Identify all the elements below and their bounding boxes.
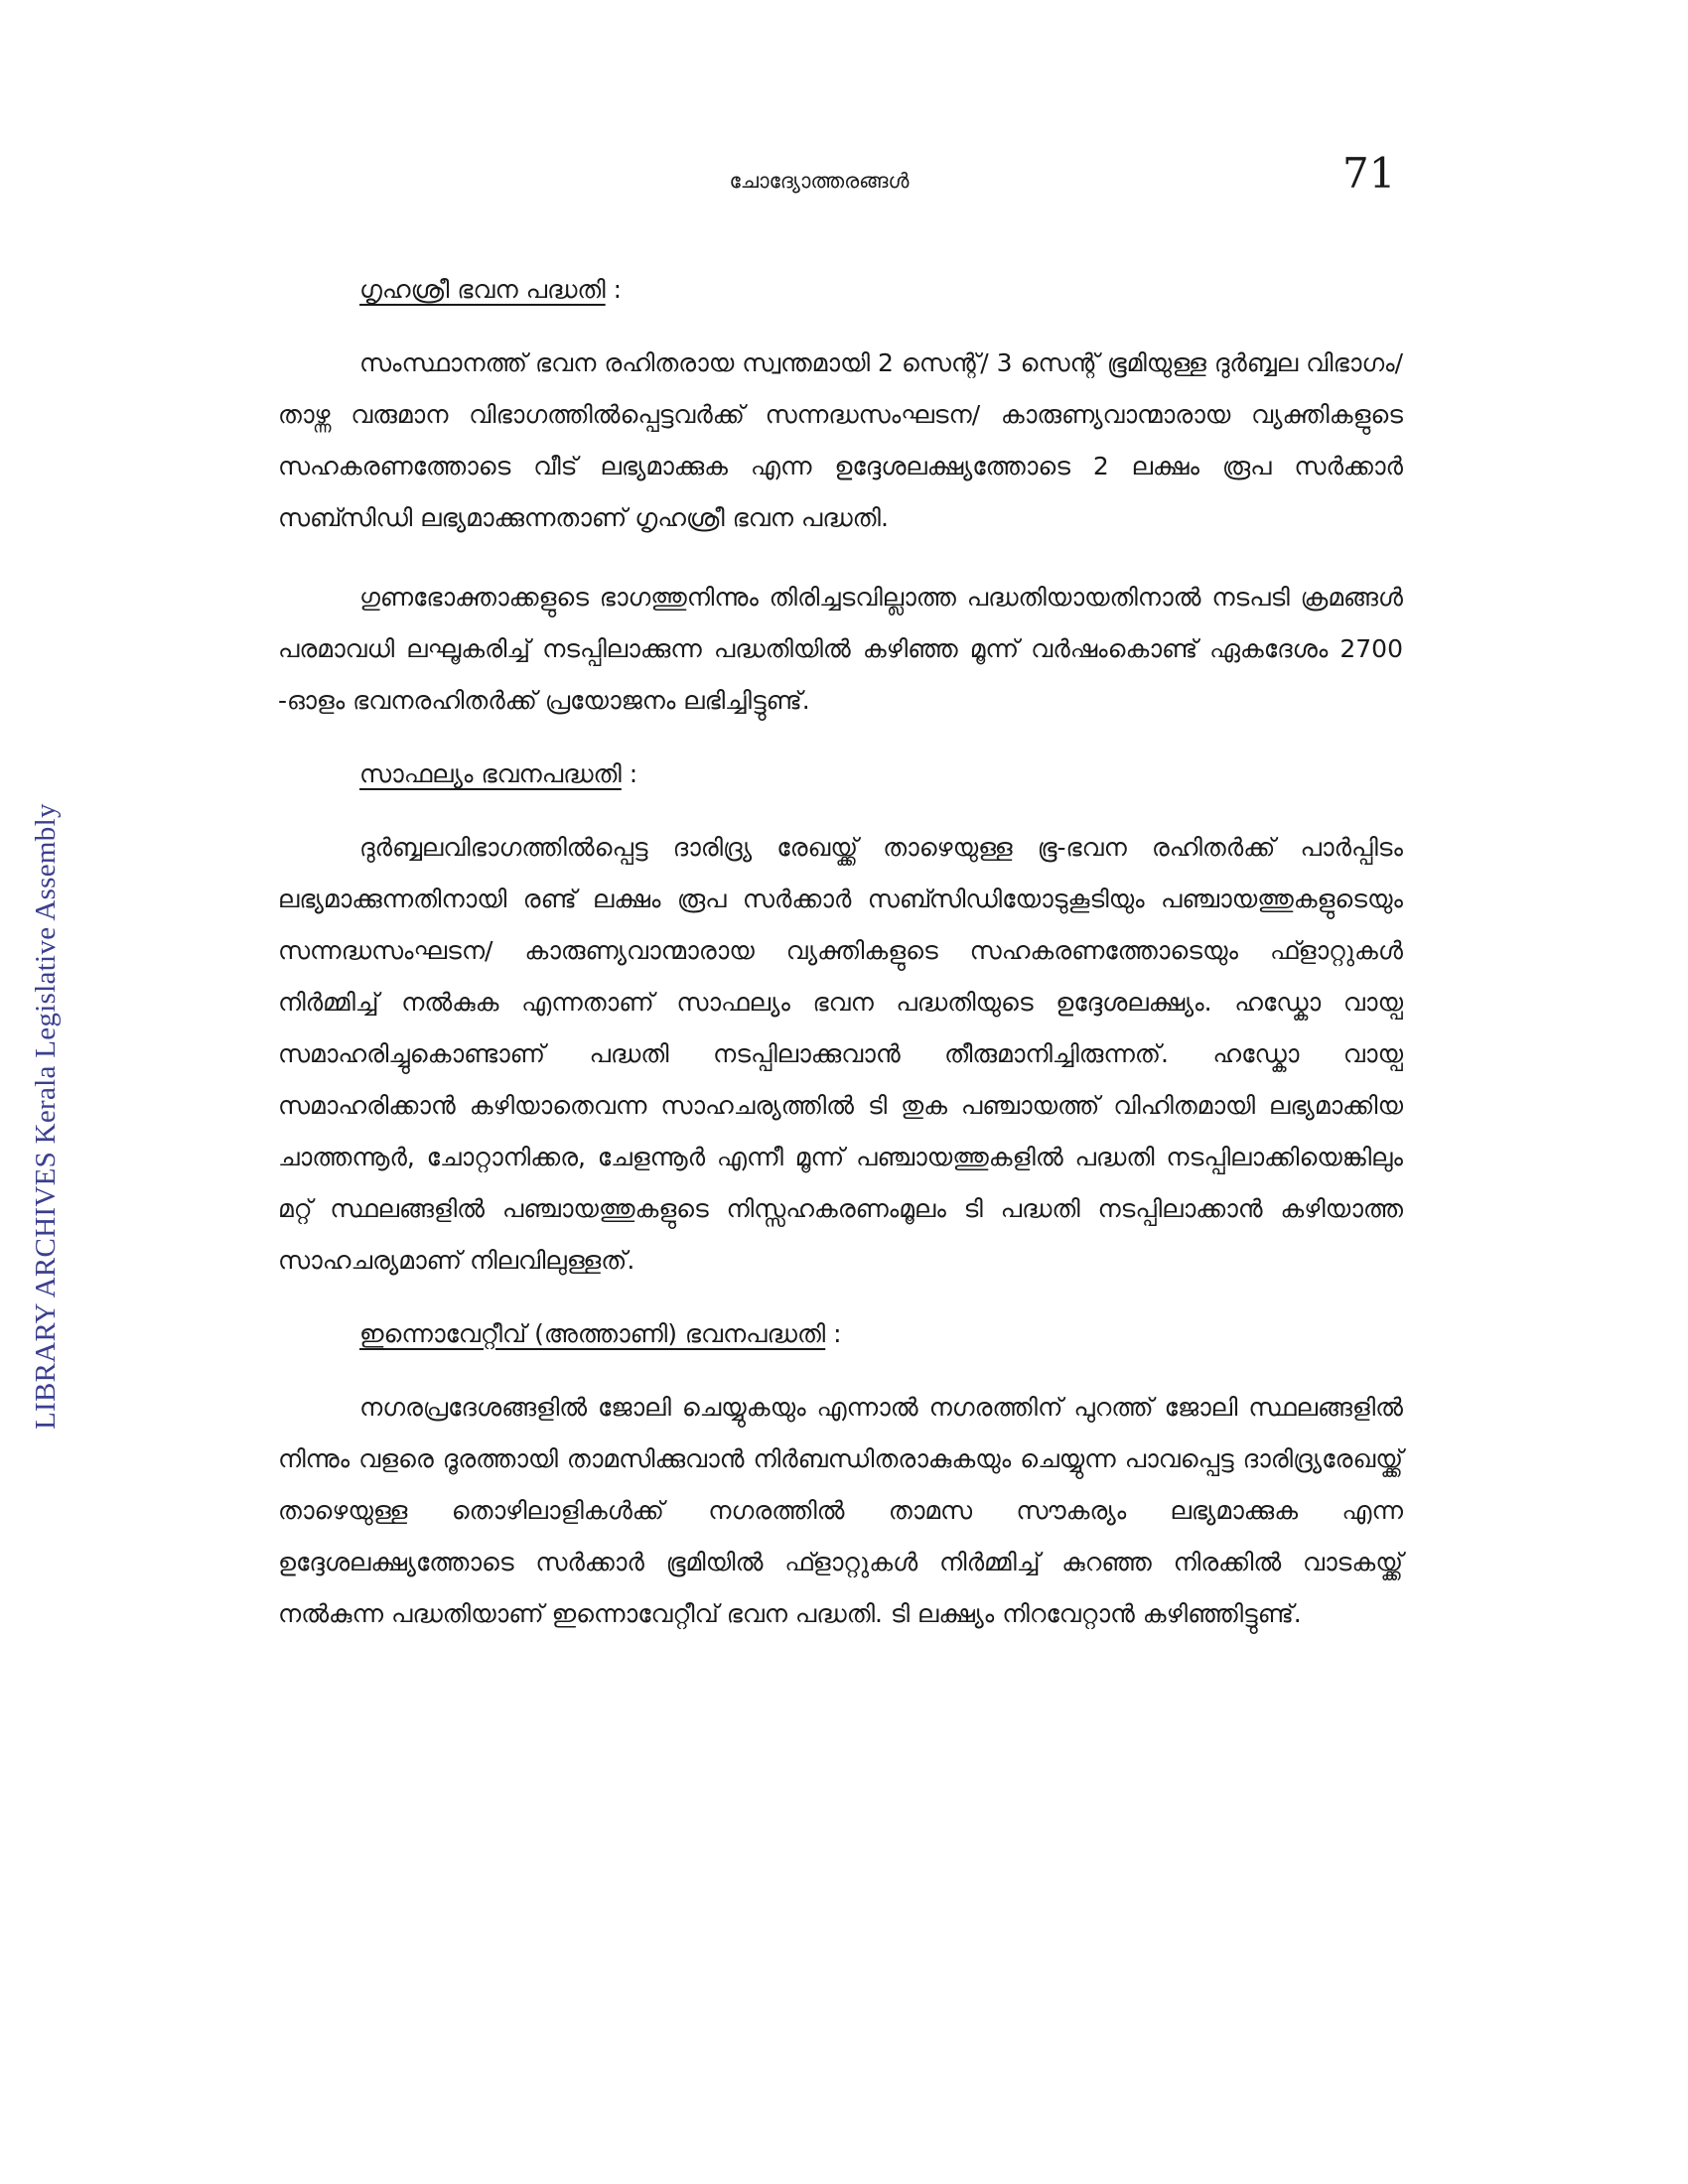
section-heading-innovative: [359, 1314, 1403, 1354]
section-heading-colon: :: [605, 275, 623, 304]
section-heading-colon: :: [621, 759, 638, 788]
paragraph: നഗരപ്രദേശങ്ങളിൽ ജോലി ചെയ്യുകയും എന്നാൽ നഗരത്തിന് പുറത്ത് ജോലി സ്ഥലങ്ങളിൽ നിന്നും വളരെ ദൂരത്തായി താമസിക്കുവാൻ നിർബന്ധിതരാകുകയും ചെയ്യുന്ന പാവപ്പെട്ട ദാരിദ്ര്യരേഖയ്ക്ക് താഴെയുള്ള തൊഴിലാളികൾക്ക് നഗരത്തിൽ താമസ സൗകര്യം ലഭ്യമാക്കുക എന്ന ഉദ്ദേശലക്ഷ്യത്തോടെ സർക്കാർ ഭൂമിയിൽ ഫ്ളാറ്റുകൾ നിർമ്മിച്ച് കുറഞ്ഞ നിരക്കിൽ വാടകയ്ക്ക് നൽകുന്ന പദ്ധതിയാണ് ഇന്നൊവേറ്റീവ് ഭവന പദ്ധതി. ടി ലക്ഷ്യം നിറവേറ്റാൻ കഴിഞ്ഞിട്ടുണ്ട്.: [278, 1393, 1403, 1628]
running-header-title: ചോദ്യോത്തരങ്ങൾ: [729, 169, 910, 193]
paragraph: ദുർബ്ബലവിഭാഗത്തിൽപ്പെട്ട ദാരിദ്ര്യ രേഖയ്ക്ക് താഴെയുള്ള ഭൂ-ഭവന രഹിതർക്ക് പാർപ്പിടം ലഭ്യമാക്കുന്നതിനായി രണ്ട് ലക്ഷം രൂപ സർക്കാർ സബ്സിഡിയോടുകൂടിയും പഞ്ചായത്തുകളുടെയും സന്നദ്ധസംഘടന/ കാരുണ്യവാന്മാരായ വ്യക്തികളുടെ സഹകരണത്തോടെയും ഫ്ളാറ്റുകൾ നിർമ്മിച്ച് നൽകുക എന്നതാണ് സാഫല്യം ഭവന പദ്ധതിയുടെ ഉദ്ദേശലക്ഷ്യം. ഹഡ്കോ വായ്പ സമാഹരിച്ചുകൊണ്ടാണ് പദ്ധതി നടപ്പിലാക്കുവാൻ തീരുമാനിച്ചിരുന്നത്. ഹഡ്കോ വായ്പ സമാഹരിക്കാൻ കഴിയാതെവന്ന സാഹചര്യത്തിൽ ടി തുക പഞ്ചായത്ത് വിഹിതമായി ലഭ്യമാക്കിയ ചാത്തന്നൂർ, ചോറ്റാനിക്കര, ചേളന്നൂർ എന്നീ മൂന്ന് പഞ്ചായത്തുകളിൽ പദ്ധതി നടപ്പിലാക്കിയെങ്കിലും മറ്റ് സ്ഥലങ്ങളിൽ പഞ്ചായത്തുകളുടെ നിസ്സഹകരണംമൂലം ടി പദ്ധതി നടപ്പിലാക്കാൻ കഴിയാത്ത സാഹചര്യമാണ് നിലവിലുള്ളത്.: [278, 833, 1403, 1275]
page-body: [278, 270, 1403, 1668]
section-heading-text: സാഫല്യം ഭവനപദ്ധതി: [359, 759, 622, 788]
paragraph: ഗുണഭോക്താക്കളുടെ ഭാഗത്തുനിന്നും തിരിച്ചടവില്ലാത്ത പദ്ധതിയായതിനാൽ നടപടി ക്രമങ്ങൾ പരമാവധി ലഘൂകരിച്ച് നടപ്പിലാക്കുന്ന പദ്ധതിയിൽ കഴിഞ്ഞ മൂന്ന് വർഷംകൊണ്ട് ഏകദേശം 2700 -ഓളം ഭവനരഹിതർക്ക് പ്രയോജനം ലഭിച്ചിട്ടുണ്ട്.: [278, 583, 1403, 715]
section-heading-text: ഗൃഹശ്രീ ഭവന പദ്ധതി: [359, 275, 606, 304]
section-heading-saphalyam: [359, 754, 1403, 794]
section-heading-grihasree: [359, 270, 1403, 310]
section-heading-colon: :: [825, 1319, 842, 1348]
section-heading-text: ഇന്നൊവേറ്റീവ് (അത്താണി) ഭവനപദ്ധതി: [359, 1319, 826, 1348]
page-number: 71: [1342, 149, 1396, 198]
archive-watermark: LIBRARY ARCHIVES Kerala Legislative Assembly: [30, 803, 62, 1430]
paragraph: സംസ്ഥാനത്ത് ഭവന രഹിതരായ സ്വന്തമായി 2 സെന്റ്/ 3 സെന്റ് ഭൂമിയുള്ള ദുർബ്ബല വിഭാഗം/താഴ്ന്ന വരുമാന വിഭാഗത്തിൽപ്പെട്ടവർക്ക് സന്നദ്ധസംഘടന/ കാരുണ്യവാന്മാരായ വ്യക്തികളുടെ സഹകരണത്തോടെ വീട് ലഭ്യമാക്കുക എന്ന ഉദ്ദേശലക്ഷ്യത്തോടെ 2 ലക്ഷം രൂപ സർക്കാർ സബ്സിഡി ലഭ്യമാക്കുന്നതാണ് ഗൃഹശ്രീ ഭവന പദ്ധതി.: [278, 348, 1403, 532]
